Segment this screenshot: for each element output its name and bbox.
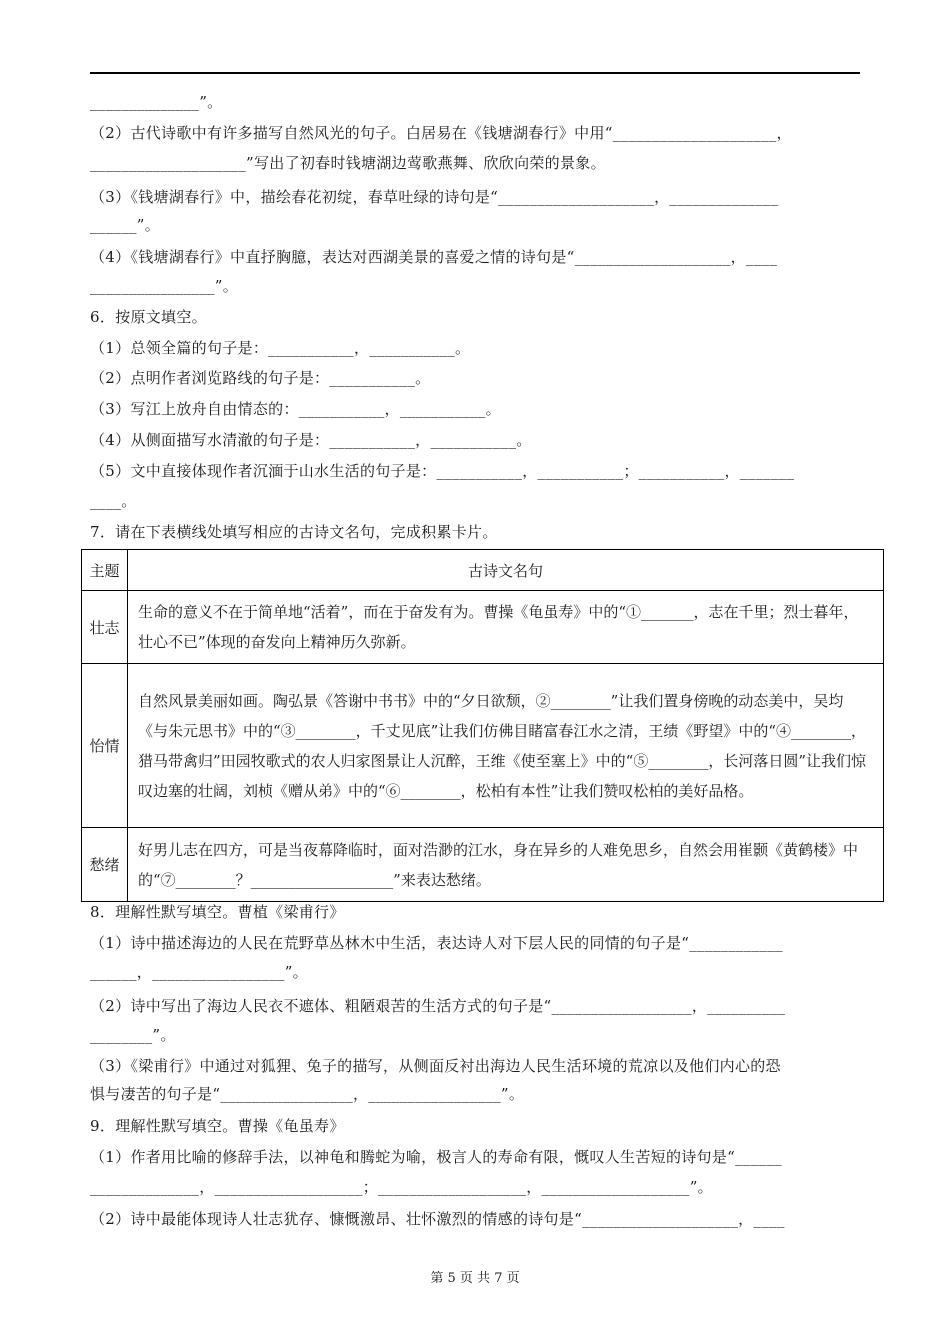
text-line: ____。 — [90, 492, 137, 510]
question-7-heading: 7．请在下表横线处填写相应的古诗文名句，完成积累卡片。 — [90, 523, 498, 541]
text-line: （1）总领全篇的句子是：___________，___________。 — [90, 339, 471, 357]
table-row — [82, 664, 884, 828]
text-line: （2）诗中写出了海边人民衣不遮体、粗陋艰苦的生活方式的句子是“__________________，__________ — [90, 997, 786, 1015]
accumulation-card-table — [81, 549, 884, 902]
row-theme: 壮志 — [82, 591, 128, 664]
text-line: （3）写江上放舟自由情态的：___________，___________。 — [90, 400, 501, 418]
text-line: （2）诗中最能体现诗人壮志犹存、慷慨激昂、壮怀激烈的情感的诗句是“____________________，____ — [90, 1210, 785, 1228]
table-row — [82, 591, 884, 664]
table-row — [82, 828, 884, 902]
text-line: 惧与凄苦的句子是“_________________，_________________”。 — [90, 1085, 525, 1103]
text-line: ____________________”写出了初春时钱塘湖边莺歌燕舞、欣欣向荣的景象。 — [90, 154, 606, 172]
page-number: 第 5 页 共 7 页 — [430, 1271, 520, 1286]
text-line: （2）点明作者浏览路线的句子是：___________。 — [90, 369, 431, 387]
text-line: （3）《钱塘湖春行》中，描绘春花初绽，春草吐绿的诗句是“____________________，______________ — [90, 188, 779, 206]
text-line: （1）诗中描述海边的人民在荒野草丛林木中生活，表达诗人对下层人民的同情的句子是“____________ — [90, 934, 783, 952]
question-9-heading: 9．理解性默写填空。曹操《龟虽寿》 — [90, 1117, 345, 1135]
text-line: ______，_________________”。 — [90, 963, 308, 981]
row-text: 好男儿志在四方，可是当夜幕降临时，面对浩渺的江水，身在异乡的人难免思乡，自然会用崔颢《黄鹤楼》中的“⑦________？___________________”来表达愁绪。 — [128, 828, 884, 902]
text-line: （2）古代诗歌中有许多描写自然风光的句子。白居易在《钱塘湖春行》中用“_____________________， — [90, 124, 792, 142]
text-line: （3）《梁甫行》中通过对狐狸、兔子的描写，从侧面反衬出海边人民生活环境的荒凉以及他们内心的恐 — [90, 1057, 781, 1075]
row-theme: 愁绪 — [82, 828, 128, 902]
text-line: （1）作者用比喻的修辞手法，以神龟和腾蛇为喻，极言人的寿命有限，慨叹人生苦短的诗句是“______ — [90, 1148, 782, 1166]
text-line: （4）从侧面描写水清澈的句子是：___________，___________。 — [90, 431, 532, 449]
header-theme: 主题 — [82, 550, 128, 591]
table-header-row — [82, 550, 884, 591]
row-theme: 怡情 — [82, 664, 128, 828]
row-text: 自然风景美丽如画。陶弘景《答谢中书书》中的“夕日欲颓，②________”让我们置身傍晚的动态美中，吴均《与朱元思书》中的“③________，千丈见底”让我们仿佛目睹富春江水之清，王绩《野望》中的“④________，猎马带禽归”田园牧歌式的农人归家图景让人沉醉，王维《使至塞上》中的“⑤________，长河落日圆”让我们惊叹边塞的壮阔，刘桢《赠从弟》中的“⑥________，松柏有本性”让我们赞叹松柏的美好品格。 — [128, 664, 884, 828]
text-line: ______________”。 — [90, 93, 223, 111]
row-text: 生命的意义不在于简单地“活着”，而在于奋发有为。曹操《龟虽寿》中的“①_______，志在千里；烈士暮年，壮心不已”体现的奋发向上精神历久弥新。 — [128, 591, 884, 664]
text-line: ________”。 — [90, 1026, 176, 1044]
text-line: （4）《钱塘湖春行》中直抒胸臆，表达对西湖美景的喜爱之情的诗句是“____________________，____ — [90, 248, 778, 266]
header-quotes: 古诗文名句 — [128, 550, 884, 591]
question-8-heading: 8．理解性默写填空。曹植《梁甫行》 — [90, 903, 345, 921]
question-6-heading: 6．按原文填空。 — [90, 308, 207, 326]
top-rule — [90, 72, 860, 74]
text-line: ______________，___________________；___________________，___________________”。 — [90, 1178, 713, 1196]
text-line: ________________”。 — [90, 277, 239, 295]
text-line: ______”。 — [90, 216, 161, 234]
text-line: （5）文中直接体现作者沉湎于山水生活的句子是：___________，___________；___________，_______ — [90, 462, 795, 480]
